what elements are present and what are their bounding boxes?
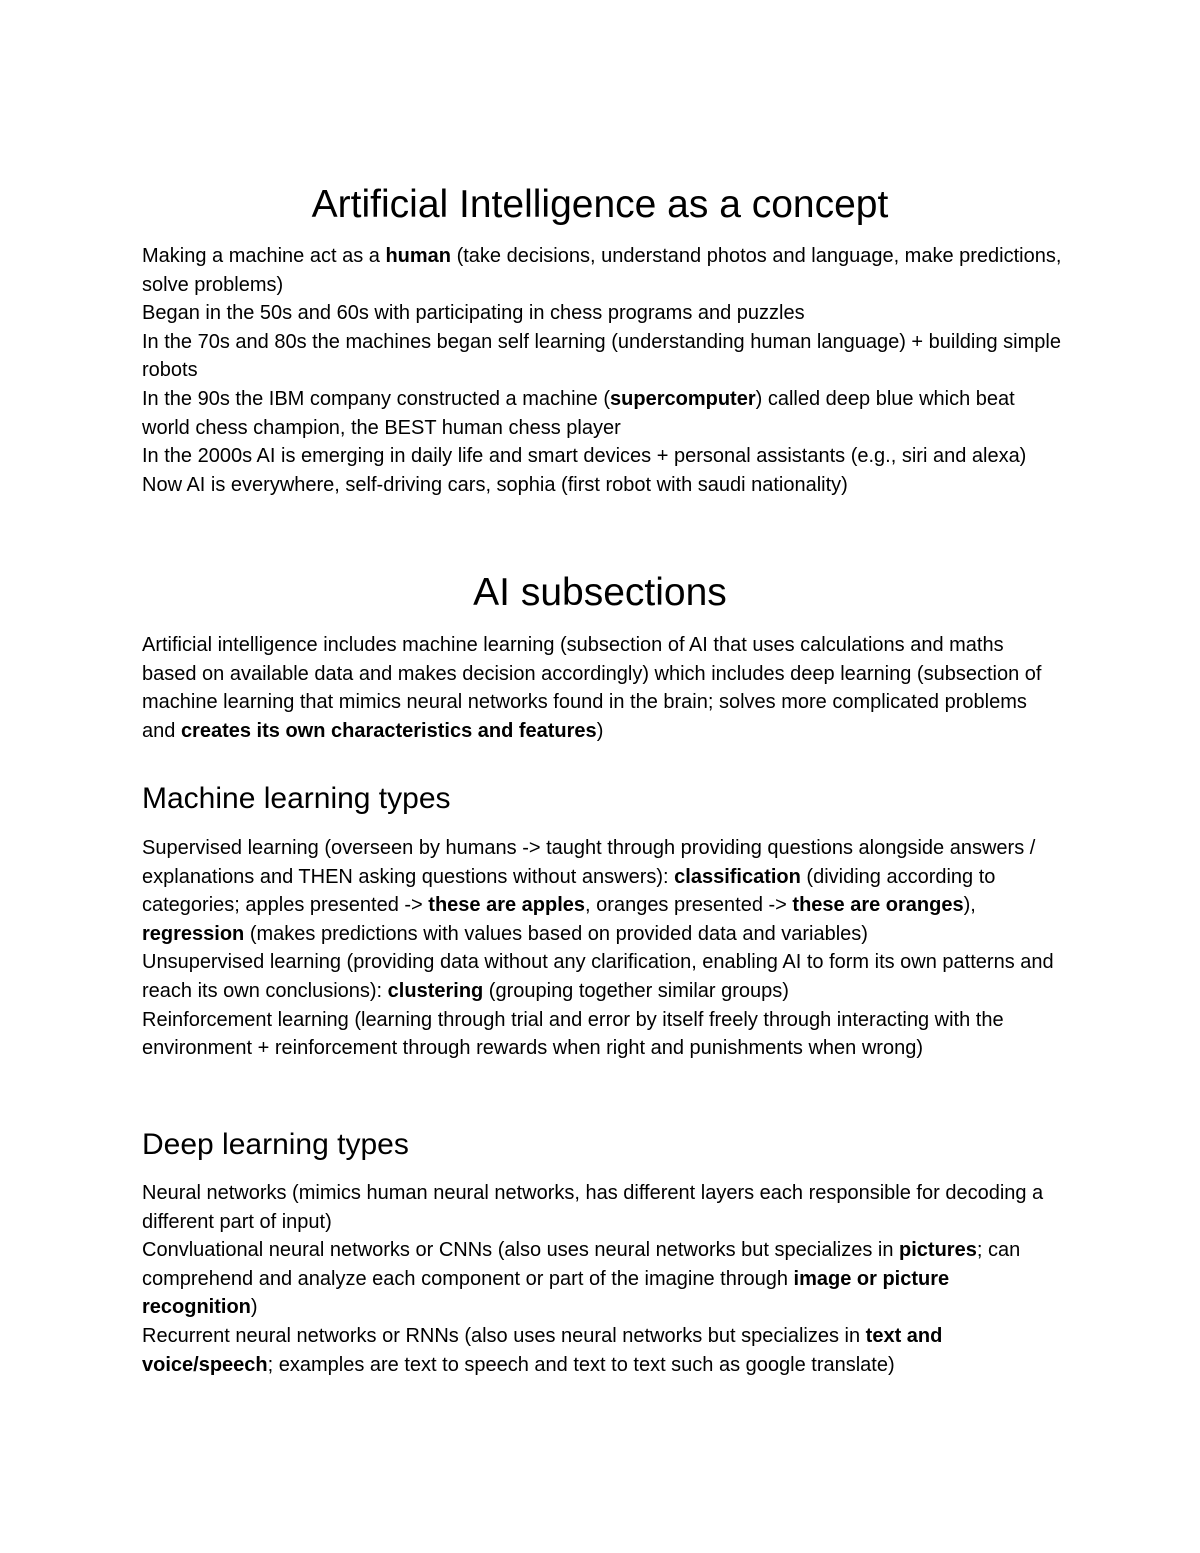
paragraph-line [142,471,1062,500]
bold-term: creates its own characteristics and features [180,719,597,742]
text-run: (makes predictions with values based on provided data and variables) [244,922,868,945]
text-run: Neural networks (mimics human neural networks, has different layers each responsible for decoding a different part of input) [142,1182,1044,1233]
text-run: (dividing according to categories; apples presented -> [142,865,996,917]
bold-term: regression [142,922,245,945]
text-run: ; can comprehend and analyze each component or part of the imagine through [142,1239,1021,1290]
paragraph-line [142,948,1062,1005]
bold-term: human [385,245,452,267]
text-run: ) [596,719,604,742]
text-run: (take decisions, understand photos and language, make predictions, solve problems) [142,245,1062,296]
text-run: Unsupervised learning (providing data without any clarification, enabling AI to form its own patterns and reach its own conclusions): [142,951,1054,1002]
bold-term: these are oranges [792,894,964,917]
text-run: Artificial intelligence includes machine learning (subsection of AI that uses calculations and maths based on available data and makes decision accordingly) which includes deep learning (subsection of machine learning that mimics neural networks found in the brain; solves more complicated problems and [142,634,1042,742]
paragraph-line [142,1322,1062,1379]
text-run: In the 2000s AI is emerging in daily life and smart devices + personal assistants (e.g., siri and alexa) [142,445,1027,468]
paragraph-line [142,385,1062,442]
section-body-dl-types [142,1179,1062,1379]
paragraph-line [142,242,1062,299]
bold-term: supercomputer [610,387,756,410]
paragraph-line [142,834,1062,948]
paragraph-line [142,1179,1062,1236]
text-run: ; examples are text to speech and text to text such as google translate) [267,1353,895,1376]
paragraph-line [142,442,1062,471]
bold-term: text and voice/speech [142,1324,943,1376]
bold-term: clustering [387,979,484,1002]
paragraph-line [142,328,1062,385]
section-body-ai-subsections [142,631,1062,745]
paragraph-line [142,1236,1062,1322]
bold-term: classification [674,865,801,888]
paragraph-line [142,631,1062,745]
bold-term: pictures [899,1239,977,1262]
text-run: Convluational neural networks or CNNs (also uses neural networks but specializes in [142,1239,900,1262]
text-run: ) [250,1296,258,1319]
text-run: (grouping together similar groups) [483,979,789,1002]
text-run: Recurrent neural networks or RNNs (also uses neural networks but specializes in [142,1324,866,1347]
bold-term: image or picture recognition [142,1267,950,1319]
text-run: In the 70s and 80s the machines began self learning (understanding human language) + building simple robots [142,330,1061,382]
text-run: Began in the 50s and 60s with participating in chess programs and puzzles [142,302,805,325]
paragraph-line [142,1006,1062,1063]
section-heading-ai-concept: Artificial Intelligence as a concept [311,183,889,226]
text-run: ), [963,894,976,917]
paragraph-line [142,299,1062,328]
text-run: Now AI is everywhere, self-driving cars, sophia (first robot with saudi nationality) [142,473,848,496]
section-body-ai-concept [142,242,1062,499]
text-run: Supervised learning (overseen by humans -> taught through providing questions alongside answers / explanations and THEN asking questions without answers): [142,837,1036,888]
section-heading-dl-types: Deep learning types [142,1128,409,1161]
text-run: , oranges presented -> [585,894,793,917]
text-run: ) called deep blue which beat world chess champion, the BEST human chess player [142,387,1015,439]
section-heading-ai-subsections: AI subsections [473,571,727,614]
bold-term: these are apples [428,894,586,917]
text-run: In the 90s the IBM company constructed a machine ( [142,387,611,410]
section-body-ml-types [142,834,1062,1063]
text-run: Reinforcement learning (learning through trial and error by itself freely through interacting with the environment + reinforcement through rewards when right and punishments when wrong) [142,1008,1004,1060]
text-run: Making a machine act as a [142,245,386,267]
section-heading-ml-types: Machine learning types [142,782,451,815]
